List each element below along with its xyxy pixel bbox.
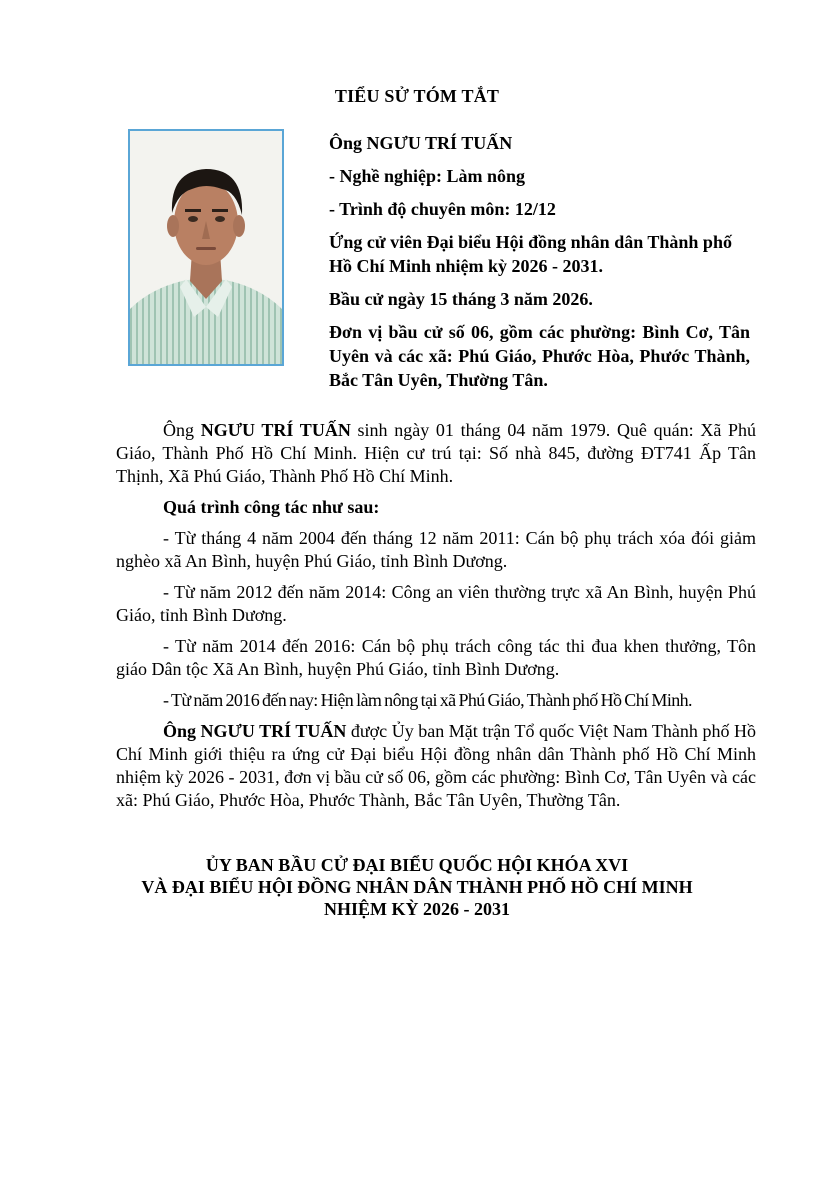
committee-line-2: VÀ ĐẠI BIỂU HỘI ĐỒNG NHÂN DÂN THÀNH PHỐ HỒ CHÍ MINH (141, 877, 693, 897)
nomination-details: được Ủy ban Mặt trận Tổ quốc Việt Nam Thành phố Hồ Chí Minh giới thiệu ra ứng cử Đại biểu Hội đồng nhân dân Thành phố Hồ Chí Minh nhiệm kỳ 2026 - 2031, đơn vị bầu cử số 06, gồm các phường: Bình Cơ, Tân Uyên và các xã: Phú Giáo, Phước Hòa, Phước Thành, Bắc Tân Uyên, Thường Tân. (116, 721, 757, 810)
intro-details: sinh ngày 01 tháng 04 năm 1979. Quê quán: Xã Phú Giáo, Thành Phố Hồ Chí Minh. Hiện cư trú tại: Số nhà 845, đường ĐT741 Ấp Tân Thịnh, Xã Phú Giáo, Thành Phố Hồ Chí Minh. (116, 420, 757, 486)
committee-line-3: NHIỆM KỲ 2026 - 2031 (324, 899, 510, 919)
candidate-occupation: - Nghề nghiệp: Làm nông (329, 166, 526, 186)
candidate-summary (329, 131, 750, 401)
intro-candidate-name: NGƯU TRÍ TUẤN (200, 420, 351, 440)
committee-line-1: ỦY BAN BẦU CỬ ĐẠI BIỂU QUỐC HỘI KHÓA XVI (205, 855, 629, 875)
constituency-description: Đơn vị bầu cử số 06, gồm các phường: Bình Cơ, Tân Uyên và các xã: Phú Giáo, Phước Hòa, Phước Thành, Bắc Tân Uyên, Thường Tân. (329, 322, 750, 390)
intro-paragraph (116, 419, 756, 488)
candidate-portrait-photo (128, 129, 284, 366)
candidacy-statement: Ứng cử viên Đại biểu Hội đồng nhân dân Thành phố Hồ Chí Minh nhiệm kỳ 2026 - 2031. (329, 232, 732, 276)
candidate-name: Ông NGƯU TRÍ TUẤN (329, 133, 513, 153)
work-history-item: - Từ năm 2014 đến 2016: Cán bộ phụ trách công tác thi đua khen thưởng, Tôn giáo Dân tộc Xã An Bình, huyện Phú Giáo, tỉnh Bình Dương. (116, 636, 756, 679)
work-history-heading: Quá trình công tác như sau: (163, 497, 380, 517)
work-history-item: - Từ năm 2012 đến năm 2014: Công an viên thường trực xã An Bình, huyện Phú Giáo, tỉnh Bình Dương. (116, 582, 756, 625)
candidate-education: - Trình độ chuyên môn: 12/12 (329, 199, 556, 219)
election-committee-signature-block (0, 854, 834, 920)
portrait-illustration (130, 131, 282, 364)
election-date: Bầu cử ngày 15 tháng 3 năm 2026. (329, 289, 593, 309)
biography-body (116, 419, 756, 820)
nomination-candidate-name: Ông NGƯU TRÍ TUẤN (163, 721, 347, 741)
intro-prefix: Ông (163, 420, 201, 440)
work-history-item: - Từ tháng 4 năm 2004 đến tháng 12 năm 2011: Cán bộ phụ trách xóa đói giảm nghèo xã An Bình, huyện Phú Giáo, tỉnh Bình Dương. (116, 528, 756, 571)
work-history-item: - Từ năm 2016 đến nay: Hiện làm nông tại xã Phú Giáo, Thành phố Hồ Chí Minh. (163, 690, 692, 710)
nomination-paragraph (116, 720, 756, 812)
document-title: TIỂU SỬ TÓM TẮT (334, 86, 500, 106)
